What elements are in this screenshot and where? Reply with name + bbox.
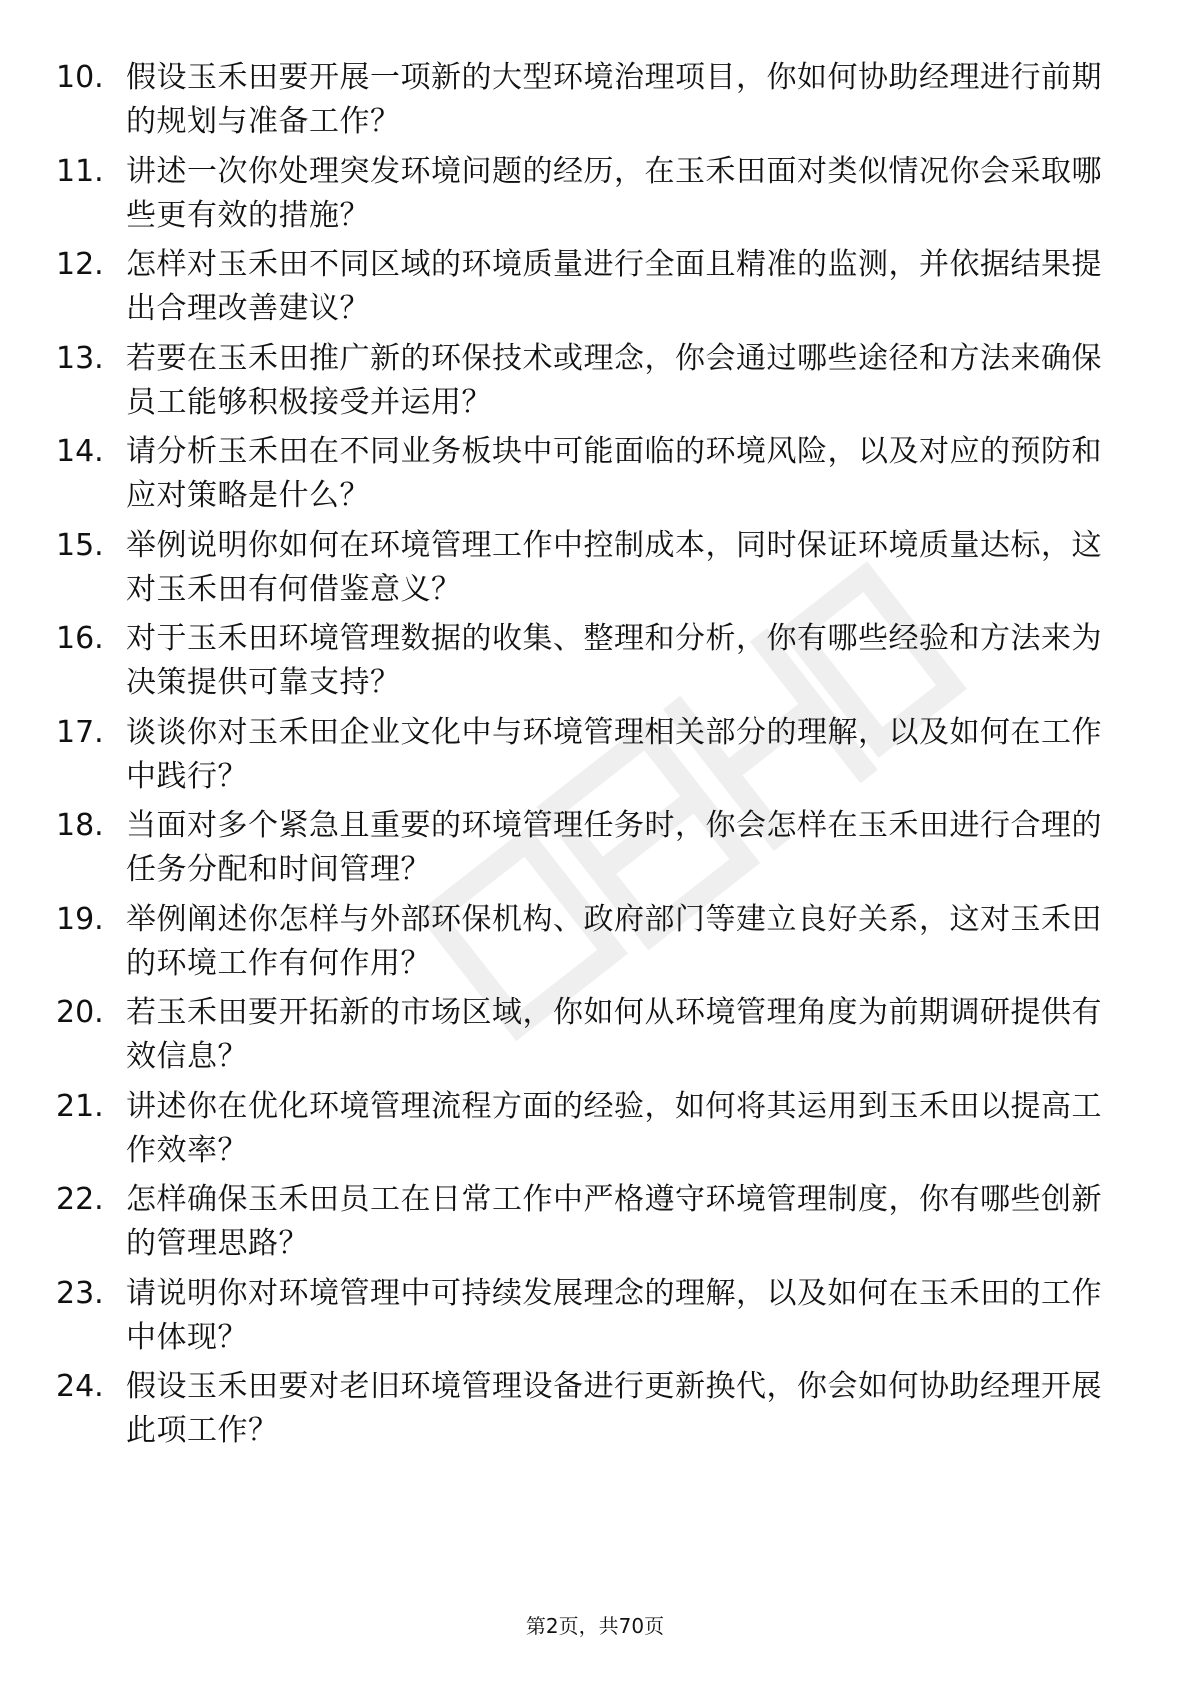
question-item (56, 430, 1116, 524)
question-number: 12. (56, 247, 104, 282)
question-number: 14. (56, 434, 104, 469)
question-text: 讲述你在优化环境管理流程方面的经验，如何将其运用到玉禾田以提高工作效率？ (126, 1088, 1102, 1168)
question-list (56, 56, 1116, 1459)
question-text: 怎样对玉禾田不同区域的环境质量进行全面且精准的监测，并依据结果提出合理改善建议？ (126, 247, 1102, 326)
page-number: 第2页，共70页 (525, 1614, 665, 1638)
question-number: 18. (56, 808, 104, 843)
question-number: 10. (56, 60, 104, 95)
question-item (56, 243, 1116, 337)
question-item (56, 150, 1116, 244)
question-item (56, 524, 1116, 618)
question-text: 怎样确保玉禾田员工在日常工作中严格遵守环境管理制度，你有哪些创新的管理思路？ (126, 1182, 1102, 1261)
question-item (56, 1365, 1116, 1459)
question-text: 若玉禾田要开拓新的市场区域，你如何从环境管理角度为前期调研提供有效信息？ (126, 995, 1102, 1074)
question-number: 20. (56, 995, 104, 1030)
question-text: 举例说明你如何在环境管理工作中控制成本，同时保证环境质量达标，这对玉禾田有何借鉴意义？ (126, 527, 1102, 607)
question-item (56, 991, 1116, 1085)
question-text: 若要在玉禾田推广新的环保技术或理念，你会通过哪些途径和方法来确保员工能够积极接受并运用？ (126, 340, 1102, 420)
question-item (56, 1272, 1116, 1366)
question-item (56, 898, 1116, 992)
question-number: 22. (56, 1182, 104, 1217)
question-item (56, 56, 1116, 150)
question-number: 11. (56, 153, 104, 189)
question-number: 21. (56, 1088, 104, 1124)
question-item (56, 337, 1116, 431)
question-number: 17. (56, 714, 104, 750)
question-number: 24. (56, 1369, 104, 1404)
question-text: 当面对多个紧急且重要的环境管理任务时，你会怎样在玉禾田进行合理的任务分配和时间管理？ (126, 808, 1102, 887)
question-number: 15. (56, 527, 104, 563)
question-text: 讲述一次你处理突发环境问题的经历，在玉禾田面对类似情况你会采取哪些更有效的措施？ (126, 153, 1102, 233)
question-item (56, 804, 1116, 898)
question-number: 13. (56, 340, 104, 376)
question-text: 请分析玉禾田在不同业务板块中可能面临的环境风险，以及对应的预防和应对策略是什么？ (126, 434, 1102, 513)
question-item (56, 1085, 1116, 1179)
question-number: 23. (56, 1275, 104, 1311)
question-text: 谈谈你对玉禾田企业文化中与环境管理相关部分的理解，以及如何在工作中践行？ (126, 714, 1102, 794)
question-item (56, 1178, 1116, 1272)
question-text: 假设玉禾田要对老旧环境管理设备进行更新换代，你会如何协助经理开展此项工作？ (126, 1369, 1102, 1448)
question-item (56, 711, 1116, 805)
question-number: 19. (56, 901, 104, 937)
question-text: 对于玉禾田环境管理数据的收集、整理和分析，你有哪些经验和方法来为决策提供可靠支持？ (126, 621, 1102, 700)
question-item (56, 617, 1116, 711)
question-text: 请说明你对环境管理中可持续发展理念的理解，以及如何在玉禾田的工作中体现？ (126, 1275, 1102, 1355)
question-text: 举例阐述你怎样与外部环保机构、政府部门等建立良好关系，这对玉禾田的环境工作有何作用？ (126, 901, 1102, 981)
question-number: 16. (56, 621, 104, 656)
question-text: 假设玉禾田要开展一项新的大型环境治理项目，你如何协助经理进行前期的规划与准备工作？ (126, 60, 1102, 139)
